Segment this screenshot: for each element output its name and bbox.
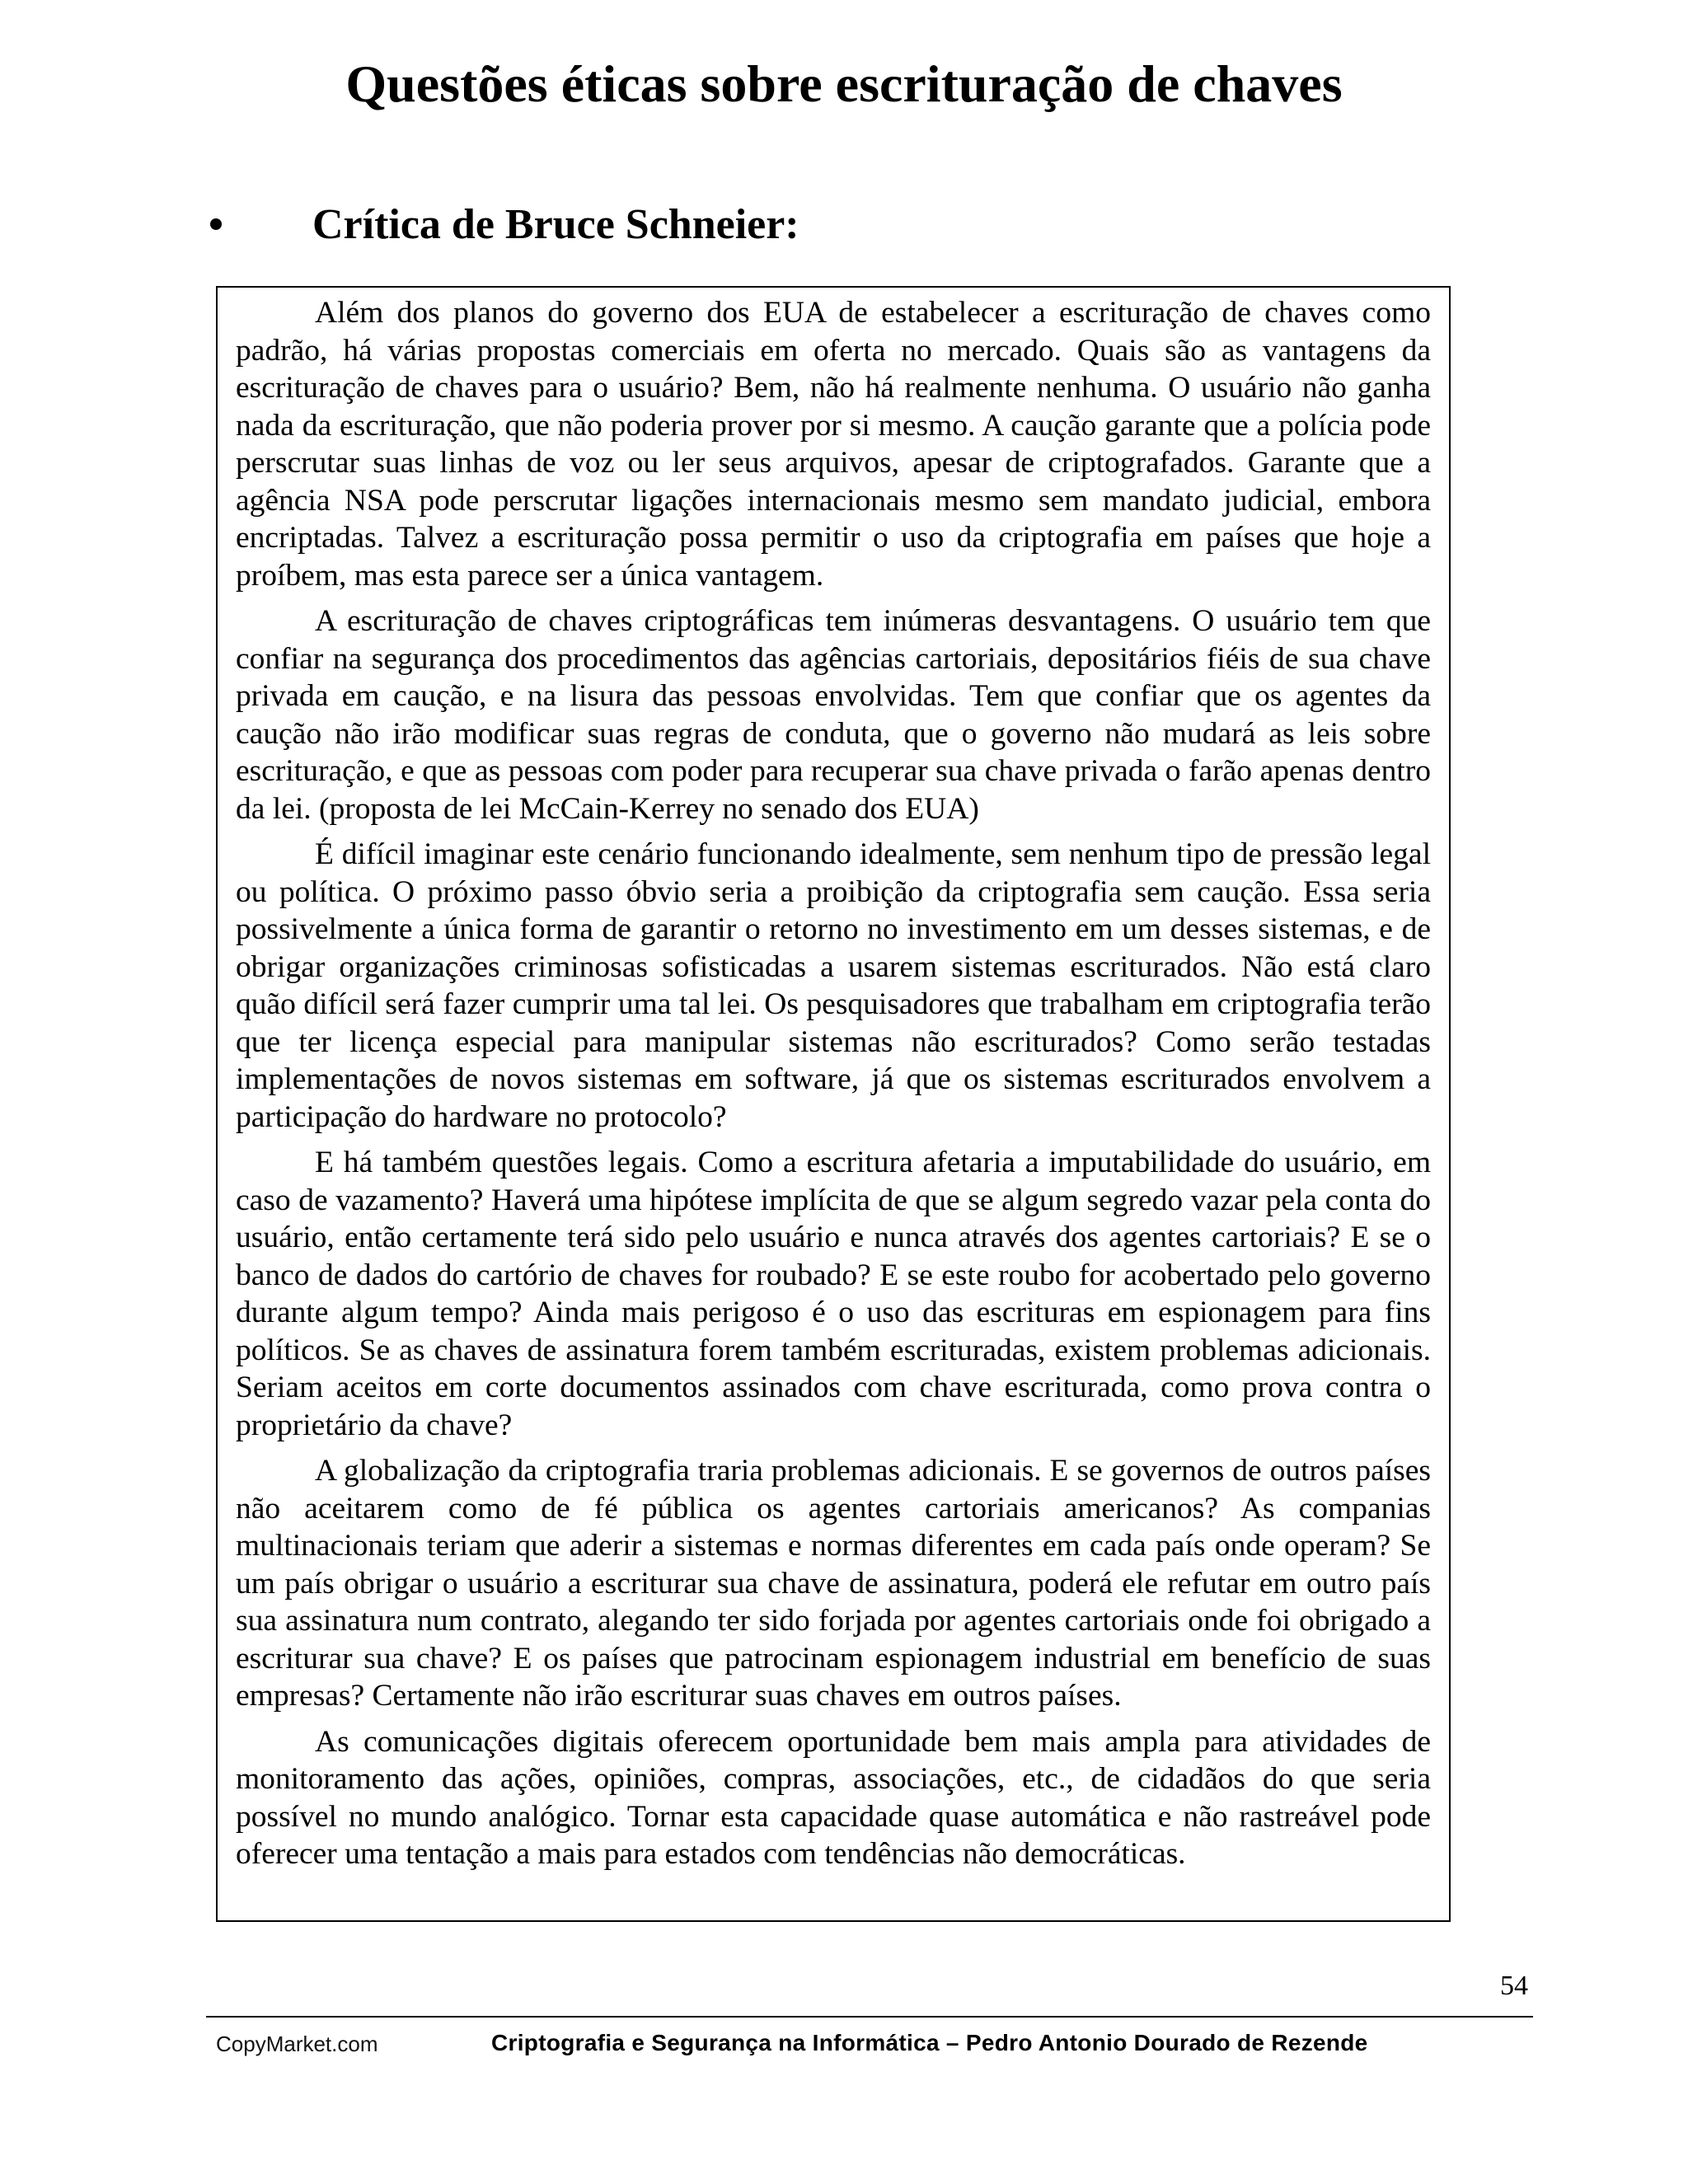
paragraph: E há também questões legais. Como a escritura afetaria a imputabilidade do usuário, em caso de vazamento? Haverá uma hipótese implícita de que se algum segredo vazar pela conta do usuário, então certamente terá sido pelo usuário e nunca através dos agentes cartoriais? E se o banco de dados do cartório de chaves for roubado? E se este roubo for acobertado pelo governo durante algum tempo? Ainda mais perigoso é o uso das escrituras em espionagem para fins políticos. Se as chaves de assinatura forem também escrituradas, existem problemas adicionais. Seriam aceitos em corte documentos assinados com chave escriturada, como prova contra o proprietário da chave?: [236, 1146, 1431, 1442]
page-number: 54: [1500, 1971, 1528, 2001]
section-heading-text: Crítica de Bruce Schneier:: [312, 200, 799, 248]
paragraph: É difícil imaginar este cenário funcionando idealmente, sem nenhum tipo de pressão legal ou política. O próximo passo óbvio seria a proibição da criptografia sem caução. Essa seria possivelmente a única forma de garantir o retorno no investimento em um desses sistemas, e de obrigar organizações criminosas sofisticadas a usarem sistemas escriturados. Não está claro quão difícil será fazer cumprir uma tal lei. Os pesquisadores que trabalham em criptografia terão que ter licença especial para manipular sistemas não escriturados? Como serão testadas implementações de novos sistemas em software, já que os sistemas escriturados envolvem a participação do hardware no protocolo?: [236, 837, 1431, 1134]
section-heading: [210, 191, 799, 257]
paragraph: As comunicações digitais oferecem oportunidade bem mais ampla para atividades de monitoramento das ações, opiniões, compras, associações, etc., de cidadãos do que seria possível no mundo analógico. Tornar esta capacidade quase automática e não rastreável pode oferecer uma tentação a mais para estados com tendências não democráticas.: [236, 1724, 1431, 1871]
bullet-icon: [210, 218, 222, 230]
paragraph: A escrituração de chaves criptográficas tem inúmeras desvantagens. O usuário tem que confiar na segurança dos procedimentos das agências cartoriais, depositários fiéis de sua chave privada em caução, e na lisura das pessoas envolvidas. Tem que confiar que os agentes da caução não irão modificar suas regras de conduta, que o governo não mudará as leis sobre escrituração, e que as pessoas com poder para recuperar sua chave privada o farão apenas dentro da lei. (proposta de lei McCain-Kerrey no senado dos EUA): [236, 604, 1431, 826]
page-title: Questões éticas sobre escrituração de chaves: [345, 54, 1343, 113]
paragraph: Além dos planos do governo dos EUA de estabelecer a escrituração de chaves como padrão, há várias propostas comerciais em oferta no mercado. Quais são as vantagens da escrituração de chaves para o usuário? Bem, não há realmente nenhuma. O usuário não ganha nada da escrituração, que não poderia prover por si mesmo. A caução garante que a polícia pode perscrutar suas linhas de voz ou ler seus arquivos, apesar de criptografados. Garante que a agência NSA pode perscrutar ligações internacionais mesmo sem mandato judicial, embora encriptadas. Talvez a escrituração possa permitir o uso da criptografia em países que hoje a proíbem, mas esta parece ser a única vantagem.: [236, 296, 1431, 593]
footer-site: CopyMarket.com: [216, 2032, 378, 2056]
footer-book-title: Criptografia e Segurança na Informática – Pedro Antonio Dourado de Rezende: [491, 2030, 1368, 2055]
quote-box: [216, 286, 1451, 1922]
footer-divider: [206, 2016, 1533, 2018]
paragraph: A globalização da criptografia traria problemas adicionais. E se governos de outros países não aceitarem como de fé pública os agentes cartoriais americanos? As companias multinacionais teriam que aderir a sistemas e normas diferentes em cada país onde operam? Se um país obrigar o usuário a escriturar sua chave de assinatura, poderá ele refutar em outro país sua assinatura num contrato, alegando ter sido forjada por agentes cartoriais onde foi obrigado a escriturar sua chave? E os países que patrocinam espionagem industrial em benefício de suas empresas? Certamente não irão escriturar suas chaves em outros países.: [236, 1454, 1431, 1713]
